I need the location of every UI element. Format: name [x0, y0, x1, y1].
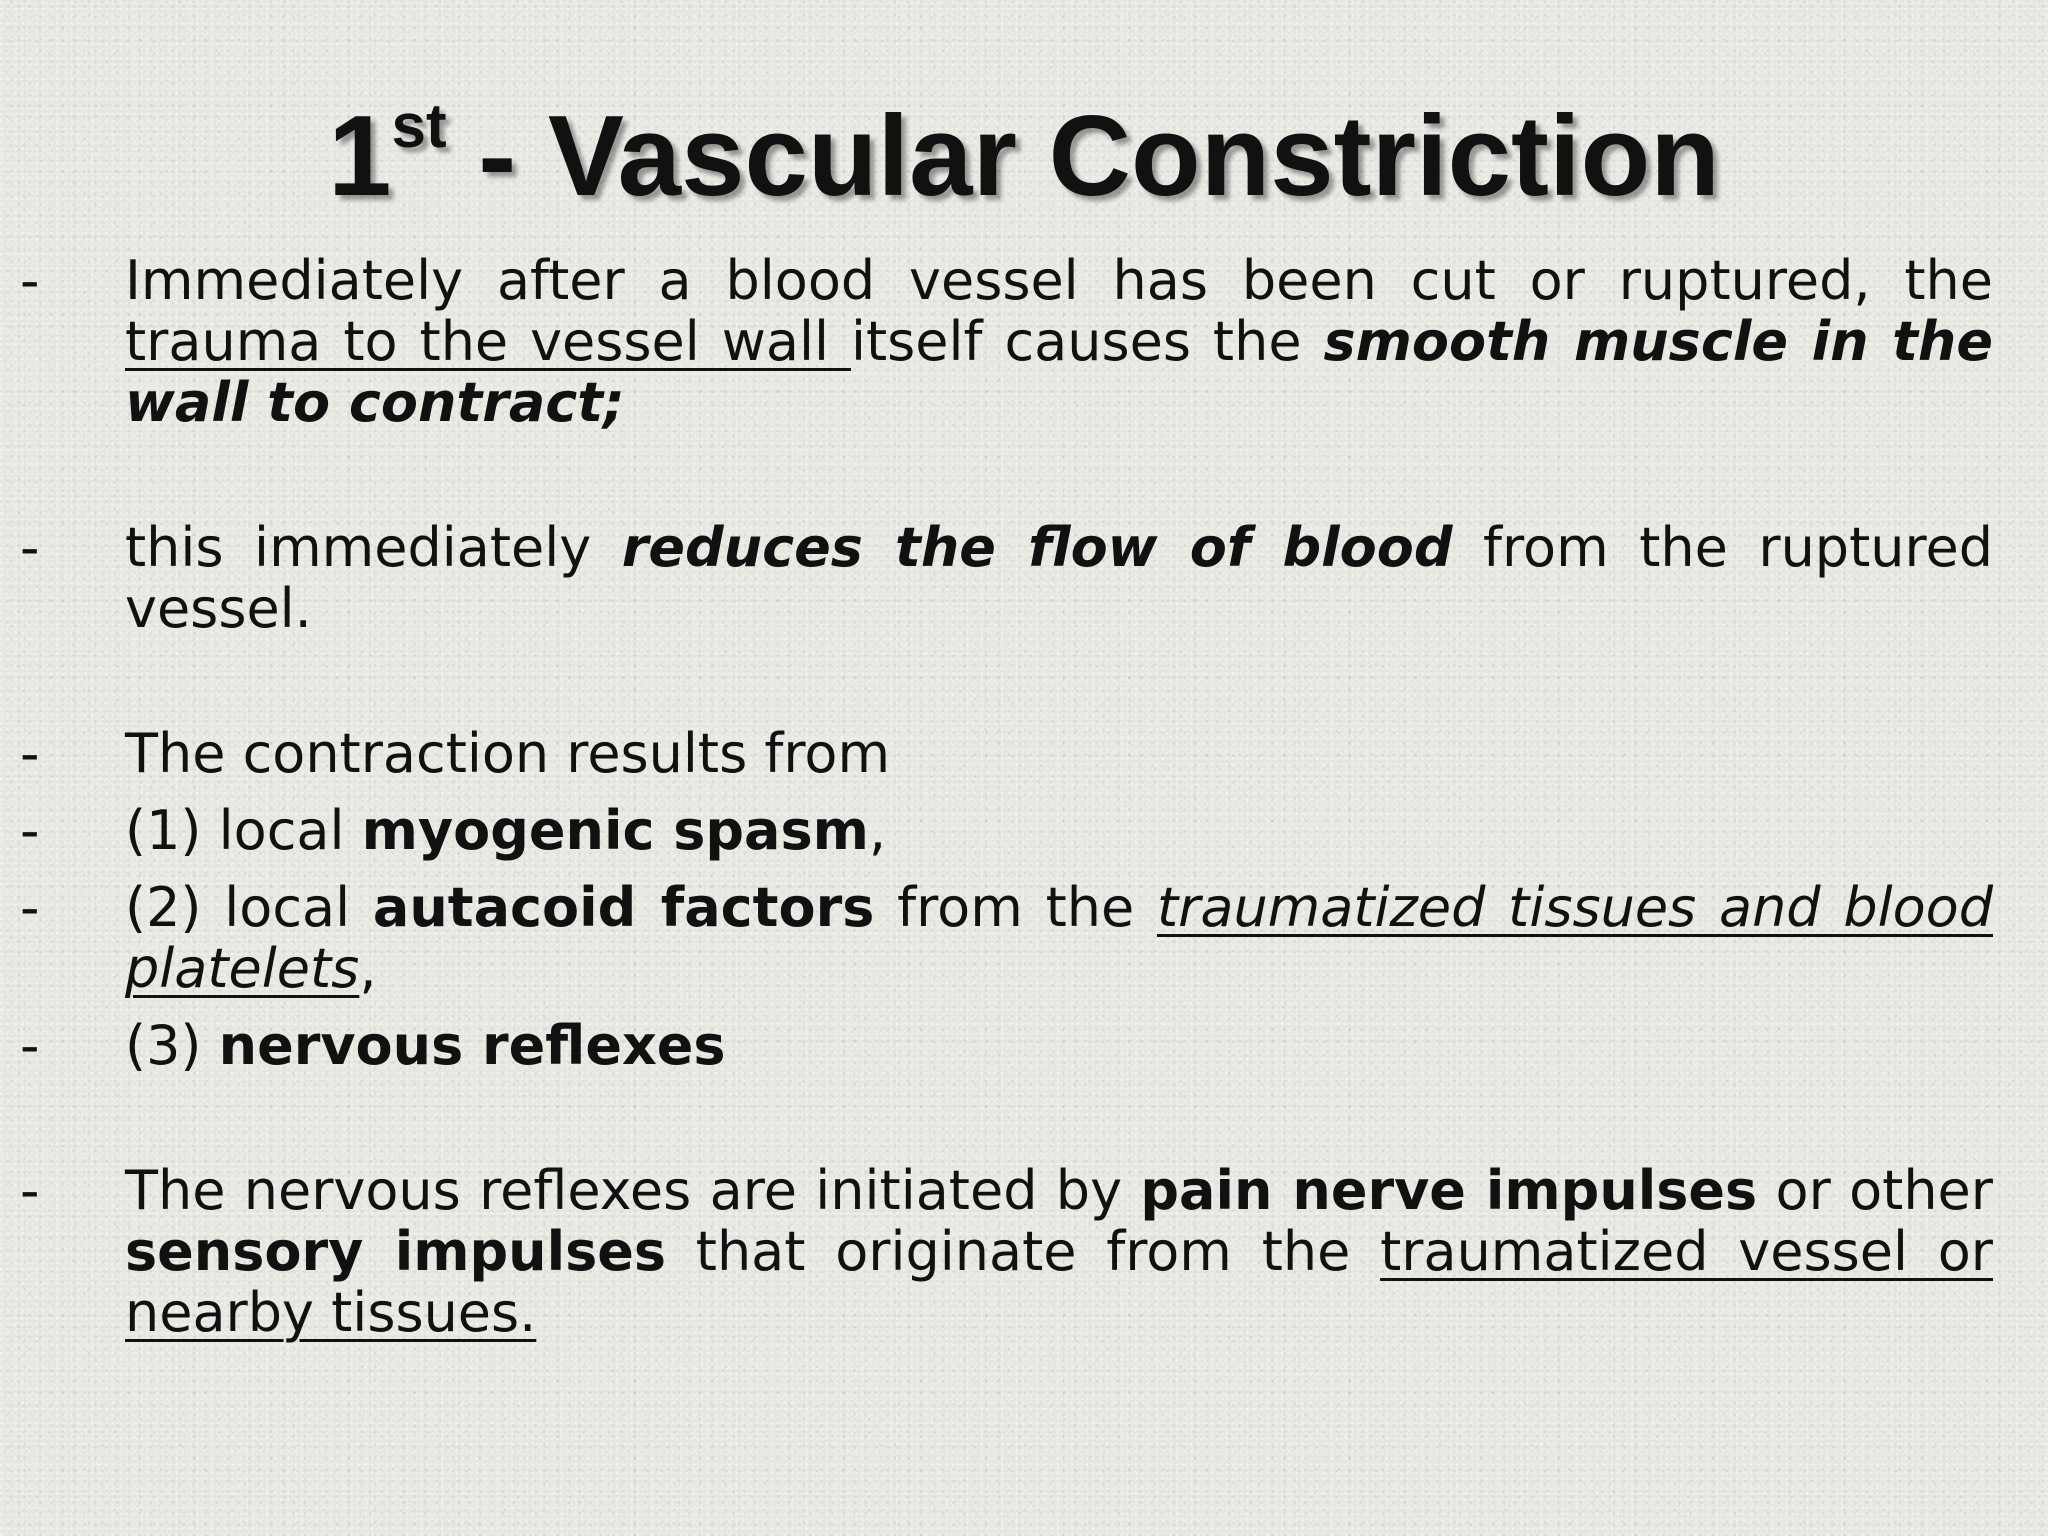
- bold-phrase: pain nerve impulses: [1140, 1159, 1758, 1222]
- bold-phrase: myogenic spasm: [361, 799, 869, 862]
- bullet-text: Immediately after a blood vessel has been cut or ruptured, the: [125, 249, 1993, 312]
- title-number: 1: [328, 93, 392, 220]
- bullet-text: The contraction results from: [125, 722, 891, 785]
- bullet-marker: -: [20, 1014, 40, 1077]
- bullet-text: (2) local: [125, 876, 373, 939]
- spacer: [0, 861, 2048, 877]
- bullet-marker: -: [20, 722, 40, 785]
- bullet-marker: -: [20, 1159, 40, 1222]
- bullet-marker: -: [20, 799, 40, 862]
- emphasis-phrase: smooth muscle in the wall to contract;: [125, 310, 1993, 434]
- bullet-text: from the: [874, 876, 1157, 939]
- bullet-item-2: [0, 517, 1993, 639]
- bullet-text: The nervous reflexes are initiated by: [125, 1159, 1141, 1222]
- underlined-phrase: traumatized tissues and blood platelets: [125, 876, 1993, 1000]
- bullet-text: ,: [868, 799, 887, 862]
- bullet-text: (1) local: [125, 799, 362, 862]
- title-superscript: st: [391, 92, 447, 161]
- underlined-phrase: traumatized vessel or nearby tissues.: [125, 1220, 1993, 1344]
- bold-phrase: sensory impulses: [125, 1220, 666, 1283]
- bold-phrase: nervous reflexes: [218, 1014, 726, 1077]
- bullet-marker: -: [20, 516, 40, 579]
- bullet-text: from the ruptured vessel.: [125, 516, 1993, 640]
- bullet-item-1: [0, 250, 1993, 433]
- bullet-item-4: [0, 800, 1993, 861]
- bullet-text: (3): [125, 1014, 219, 1077]
- spacer: [0, 433, 2048, 517]
- slide-body: [0, 250, 2048, 1343]
- spacer: [0, 784, 2048, 800]
- bullet-item-6: [0, 1015, 1993, 1076]
- bold-phrase: autacoid factors: [372, 876, 875, 939]
- bullet-marker: -: [20, 876, 40, 939]
- bullet-text: or other: [1757, 1159, 1993, 1222]
- spacer: [0, 1076, 2048, 1160]
- bullet-text: ,: [359, 937, 377, 1000]
- spacer: [0, 639, 2048, 723]
- emphasis-phrase: reduces the flow of blood: [621, 516, 1453, 579]
- title-text: - Vascular Constriction: [446, 93, 1720, 220]
- bullet-text: that originate from the: [666, 1220, 1381, 1283]
- bullet-text: this immediately: [125, 516, 622, 579]
- spacer: [0, 999, 2048, 1015]
- bullet-text: itself causes the: [850, 310, 1324, 373]
- underlined-phrase: trauma to the vessel wall: [125, 310, 851, 373]
- bullet-item-3: [0, 723, 1993, 784]
- bullet-item-5: [0, 877, 1993, 999]
- bullet-marker: -: [20, 249, 40, 312]
- slide-title: [0, 92, 2048, 222]
- bullet-item-7: [0, 1160, 1993, 1343]
